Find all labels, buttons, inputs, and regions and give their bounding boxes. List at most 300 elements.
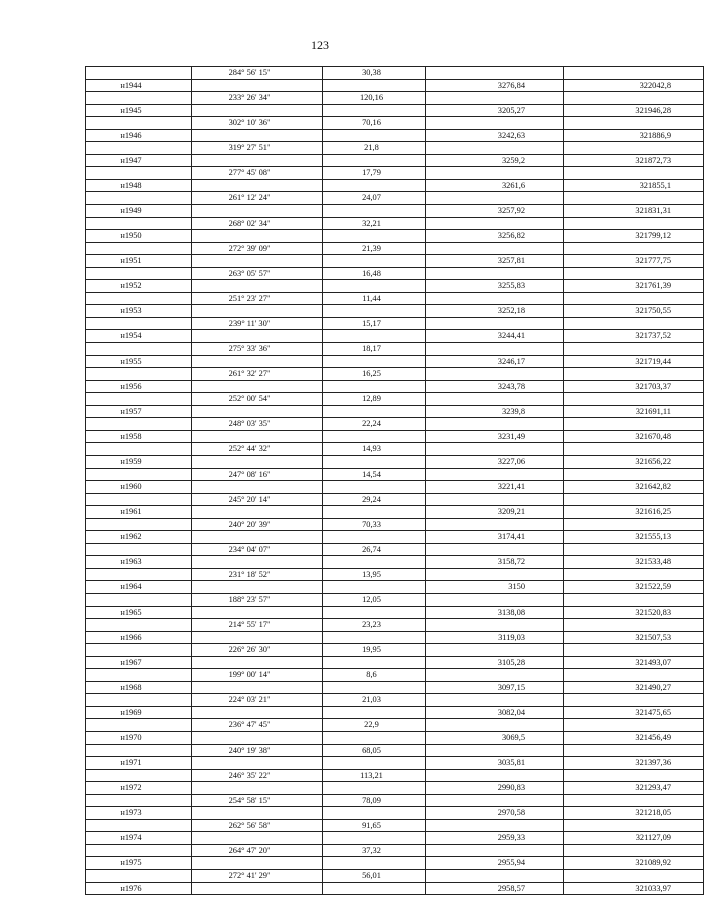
- coord-y-cell: [564, 142, 704, 155]
- segment-length-cell: [323, 832, 426, 845]
- segment-length-cell: 113,21: [323, 769, 426, 782]
- point-name-cell: [86, 443, 192, 456]
- coord-x-cell: [426, 870, 564, 883]
- coord-x-cell: 2958,57: [426, 882, 564, 895]
- segment-length-cell: [323, 205, 426, 218]
- coord-x-cell: [426, 292, 564, 305]
- segment-row: [86, 719, 704, 732]
- point-row: [86, 330, 704, 343]
- segment-row: [86, 267, 704, 280]
- point-name-cell: н1948: [86, 179, 192, 192]
- coord-x-cell: 3239,8: [426, 405, 564, 418]
- segment-length-cell: [323, 481, 426, 494]
- point-name-cell: [86, 870, 192, 883]
- point-name-cell: н1952: [86, 280, 192, 293]
- direction-angle-cell: [192, 129, 323, 142]
- point-name-cell: н1958: [86, 430, 192, 443]
- segment-row: [86, 619, 704, 632]
- point-row: [86, 205, 704, 218]
- segment-length-cell: [323, 631, 426, 644]
- coord-x-cell: [426, 568, 564, 581]
- point-row: [86, 230, 704, 243]
- point-name-cell: н1956: [86, 380, 192, 393]
- direction-angle-cell: [192, 305, 323, 318]
- direction-angle-cell: 234° 04' 07": [192, 543, 323, 556]
- coord-y-cell: [564, 418, 704, 431]
- coord-y-cell: [564, 192, 704, 205]
- segment-length-cell: [323, 581, 426, 594]
- point-name-cell: [86, 468, 192, 481]
- coord-x-cell: [426, 368, 564, 381]
- coord-y-cell: 321522,59: [564, 581, 704, 594]
- point-name-cell: [86, 669, 192, 682]
- segment-length-cell: 11,44: [323, 292, 426, 305]
- coord-x-cell: 2970,58: [426, 807, 564, 820]
- point-row: [86, 481, 704, 494]
- point-name-cell: [86, 819, 192, 832]
- direction-angle-cell: 254° 58' 15": [192, 794, 323, 807]
- coord-y-cell: [564, 368, 704, 381]
- point-row: [86, 631, 704, 644]
- point-row: [86, 882, 704, 895]
- direction-angle-cell: 252° 44' 32": [192, 443, 323, 456]
- coord-x-cell: 3259,2: [426, 154, 564, 167]
- point-name-cell: [86, 844, 192, 857]
- coord-y-cell: [564, 493, 704, 506]
- segment-length-cell: 14,54: [323, 468, 426, 481]
- segment-row: [86, 192, 704, 205]
- point-name-cell: н1959: [86, 455, 192, 468]
- point-name-cell: н1951: [86, 255, 192, 268]
- direction-angle-cell: 240° 19' 38": [192, 744, 323, 757]
- page-number: 123: [311, 38, 329, 52]
- direction-angle-cell: [192, 531, 323, 544]
- segment-row: [86, 819, 704, 832]
- point-name-cell: н1972: [86, 782, 192, 795]
- point-row: [86, 305, 704, 318]
- coord-y-cell: 321831,31: [564, 205, 704, 218]
- coord-y-cell: [564, 819, 704, 832]
- segment-row: [86, 167, 704, 180]
- direction-angle-cell: 252° 00' 54": [192, 393, 323, 406]
- coord-x-cell: 3227,06: [426, 455, 564, 468]
- segment-length-cell: [323, 129, 426, 142]
- direction-angle-cell: 272° 39' 09": [192, 242, 323, 255]
- point-name-cell: н1950: [86, 230, 192, 243]
- direction-angle-cell: [192, 179, 323, 192]
- coord-x-cell: [426, 543, 564, 556]
- point-name-cell: [86, 67, 192, 80]
- point-row: [86, 154, 704, 167]
- point-name-cell: [86, 493, 192, 506]
- coord-x-cell: [426, 167, 564, 180]
- coord-y-cell: [564, 292, 704, 305]
- segment-length-cell: 68,05: [323, 744, 426, 757]
- direction-angle-cell: 236° 47' 45": [192, 719, 323, 732]
- point-row: [86, 280, 704, 293]
- segment-length-cell: 30,38: [323, 67, 426, 80]
- point-row: [86, 656, 704, 669]
- direction-angle-cell: 261° 32' 27": [192, 368, 323, 381]
- segment-length-cell: 16,25: [323, 368, 426, 381]
- point-name-cell: н1955: [86, 355, 192, 368]
- coord-y-cell: 321872,73: [564, 154, 704, 167]
- point-name-cell: н1971: [86, 757, 192, 770]
- point-name-cell: [86, 418, 192, 431]
- point-name-cell: н1970: [86, 731, 192, 744]
- segment-row: [86, 292, 704, 305]
- coord-y-cell: 321490,27: [564, 681, 704, 694]
- coord-y-cell: 321855,1: [564, 179, 704, 192]
- direction-angle-cell: [192, 656, 323, 669]
- segment-length-cell: [323, 79, 426, 92]
- point-name-cell: н1962: [86, 531, 192, 544]
- direction-angle-cell: [192, 581, 323, 594]
- coord-y-cell: 321703,37: [564, 380, 704, 393]
- point-name-cell: н1974: [86, 832, 192, 845]
- point-row: [86, 782, 704, 795]
- segment-row: [86, 644, 704, 657]
- coord-y-cell: 321777,75: [564, 255, 704, 268]
- point-name-cell: н1953: [86, 305, 192, 318]
- segment-length-cell: 70,33: [323, 518, 426, 531]
- segment-length-cell: [323, 656, 426, 669]
- segment-length-cell: [323, 280, 426, 293]
- coord-y-cell: 322042,8: [564, 79, 704, 92]
- coord-y-cell: [564, 844, 704, 857]
- segment-length-cell: 29,24: [323, 493, 426, 506]
- point-name-cell: н1946: [86, 129, 192, 142]
- direction-angle-cell: 239° 11' 30": [192, 317, 323, 330]
- direction-angle-cell: [192, 104, 323, 117]
- point-name-cell: [86, 142, 192, 155]
- coord-x-cell: 3221,41: [426, 481, 564, 494]
- segment-length-cell: [323, 731, 426, 744]
- direction-angle-cell: 247° 08' 16": [192, 468, 323, 481]
- point-name-cell: [86, 644, 192, 657]
- coord-x-cell: 3205,27: [426, 104, 564, 117]
- coord-y-cell: [564, 217, 704, 230]
- coord-x-cell: 3244,41: [426, 330, 564, 343]
- direction-angle-cell: [192, 882, 323, 895]
- segment-length-cell: [323, 430, 426, 443]
- segment-length-cell: [323, 706, 426, 719]
- segment-length-cell: 12,89: [323, 393, 426, 406]
- segment-row: [86, 317, 704, 330]
- coord-x-cell: 3242,63: [426, 129, 564, 142]
- point-name-cell: [86, 694, 192, 707]
- coord-y-cell: 321799,12: [564, 230, 704, 243]
- segment-length-cell: [323, 531, 426, 544]
- point-name-cell: н1965: [86, 606, 192, 619]
- coord-y-cell: 321761,39: [564, 280, 704, 293]
- segment-length-cell: [323, 355, 426, 368]
- coord-x-cell: [426, 117, 564, 130]
- direction-angle-cell: [192, 230, 323, 243]
- coord-x-cell: [426, 744, 564, 757]
- point-row: [86, 405, 704, 418]
- direction-angle-cell: [192, 807, 323, 820]
- segment-row: [86, 568, 704, 581]
- coord-x-cell: 3243,78: [426, 380, 564, 393]
- segment-row: [86, 769, 704, 782]
- direction-angle-cell: 262° 56' 58": [192, 819, 323, 832]
- point-row: [86, 531, 704, 544]
- segment-length-cell: 21,8: [323, 142, 426, 155]
- coord-y-cell: 321520,83: [564, 606, 704, 619]
- coord-x-cell: [426, 418, 564, 431]
- point-name-cell: н1969: [86, 706, 192, 719]
- coord-y-cell: 321033,97: [564, 882, 704, 895]
- coord-x-cell: [426, 518, 564, 531]
- segment-length-cell: 24,07: [323, 192, 426, 205]
- direction-angle-cell: 214° 55' 17": [192, 619, 323, 632]
- segment-length-cell: 16,48: [323, 267, 426, 280]
- coord-x-cell: 3105,28: [426, 656, 564, 669]
- direction-angle-cell: 302° 10' 36": [192, 117, 323, 130]
- segment-length-cell: [323, 506, 426, 519]
- segment-length-cell: 22,9: [323, 719, 426, 732]
- direction-angle-cell: 263° 05' 57": [192, 267, 323, 280]
- direction-angle-cell: 224° 03' 21": [192, 694, 323, 707]
- point-row: [86, 430, 704, 443]
- point-name-cell: н1967: [86, 656, 192, 669]
- coord-y-cell: [564, 719, 704, 732]
- direction-angle-cell: 233° 26' 34": [192, 92, 323, 105]
- segment-row: [86, 794, 704, 807]
- coord-y-cell: [564, 593, 704, 606]
- coord-y-cell: [564, 794, 704, 807]
- segment-length-cell: [323, 154, 426, 167]
- direction-angle-cell: 272° 41' 29": [192, 870, 323, 883]
- direction-angle-cell: [192, 706, 323, 719]
- coord-x-cell: 3069,5: [426, 731, 564, 744]
- direction-angle-cell: [192, 280, 323, 293]
- segment-length-cell: 8,6: [323, 669, 426, 682]
- point-name-cell: н1949: [86, 205, 192, 218]
- coord-y-cell: 321616,25: [564, 506, 704, 519]
- coord-x-cell: 3255,83: [426, 280, 564, 293]
- coord-x-cell: [426, 769, 564, 782]
- segment-length-cell: [323, 255, 426, 268]
- point-row: [86, 179, 704, 192]
- direction-angle-cell: [192, 154, 323, 167]
- coord-y-cell: 321555,13: [564, 531, 704, 544]
- coord-x-cell: [426, 217, 564, 230]
- coord-y-cell: [564, 518, 704, 531]
- point-name-cell: [86, 343, 192, 356]
- direction-angle-cell: 231° 18' 52": [192, 568, 323, 581]
- point-row: [86, 455, 704, 468]
- direction-angle-cell: 199° 00' 14": [192, 669, 323, 682]
- segment-length-cell: [323, 782, 426, 795]
- segment-row: [86, 844, 704, 857]
- coord-x-cell: 2990,83: [426, 782, 564, 795]
- direction-angle-cell: [192, 255, 323, 268]
- segment-row: [86, 493, 704, 506]
- point-name-cell: [86, 543, 192, 556]
- point-row: [86, 129, 704, 142]
- point-row: [86, 731, 704, 744]
- point-row: [86, 857, 704, 870]
- segment-row: [86, 393, 704, 406]
- coord-y-cell: [564, 343, 704, 356]
- point-name-cell: [86, 593, 192, 606]
- point-name-cell: н1964: [86, 581, 192, 594]
- coord-x-cell: [426, 192, 564, 205]
- coord-y-cell: [564, 694, 704, 707]
- coord-y-cell: [564, 67, 704, 80]
- direction-angle-cell: 188° 23' 57": [192, 593, 323, 606]
- point-name-cell: н1947: [86, 154, 192, 167]
- segment-length-cell: [323, 681, 426, 694]
- segment-length-cell: 120,16: [323, 92, 426, 105]
- segment-row: [86, 694, 704, 707]
- coord-x-cell: 3257,92: [426, 205, 564, 218]
- point-name-cell: [86, 769, 192, 782]
- direction-angle-cell: 284° 56' 15": [192, 67, 323, 80]
- segment-row: [86, 92, 704, 105]
- direction-angle-cell: 240° 20' 39": [192, 518, 323, 531]
- segment-length-cell: [323, 380, 426, 393]
- coord-x-cell: 3246,17: [426, 355, 564, 368]
- direction-angle-cell: [192, 631, 323, 644]
- coord-y-cell: [564, 744, 704, 757]
- point-name-cell: [86, 292, 192, 305]
- point-row: [86, 255, 704, 268]
- coord-x-cell: 3261,6: [426, 179, 564, 192]
- segment-row: [86, 443, 704, 456]
- direction-angle-cell: [192, 782, 323, 795]
- coord-x-cell: [426, 443, 564, 456]
- coord-x-cell: [426, 794, 564, 807]
- segment-length-cell: 70,16: [323, 117, 426, 130]
- segment-length-cell: 91,65: [323, 819, 426, 832]
- segment-row: [86, 142, 704, 155]
- segment-length-cell: 17,79: [323, 167, 426, 180]
- point-name-cell: н1976: [86, 882, 192, 895]
- point-name-cell: н1954: [86, 330, 192, 343]
- segment-row: [86, 117, 704, 130]
- direction-angle-cell: 251° 23' 27": [192, 292, 323, 305]
- coord-x-cell: [426, 67, 564, 80]
- point-row: [86, 681, 704, 694]
- point-name-cell: [86, 167, 192, 180]
- segment-row: [86, 669, 704, 682]
- coord-x-cell: 3252,18: [426, 305, 564, 318]
- coord-y-cell: 321642,82: [564, 481, 704, 494]
- point-name-cell: [86, 192, 192, 205]
- coord-y-cell: 321886,9: [564, 129, 704, 142]
- direction-angle-cell: [192, 380, 323, 393]
- direction-angle-cell: [192, 430, 323, 443]
- coord-x-cell: [426, 468, 564, 481]
- coord-y-cell: 321719,44: [564, 355, 704, 368]
- direction-angle-cell: [192, 79, 323, 92]
- coord-x-cell: 3256,82: [426, 230, 564, 243]
- point-name-cell: н1973: [86, 807, 192, 820]
- coord-y-cell: [564, 167, 704, 180]
- coord-x-cell: 3035,81: [426, 757, 564, 770]
- direction-angle-cell: [192, 681, 323, 694]
- coord-y-cell: 321293,47: [564, 782, 704, 795]
- coord-x-cell: 3231,49: [426, 430, 564, 443]
- coord-y-cell: [564, 669, 704, 682]
- direction-angle-cell: 275° 33' 36": [192, 343, 323, 356]
- direction-angle-cell: [192, 606, 323, 619]
- coord-x-cell: 3174,41: [426, 531, 564, 544]
- coord-x-cell: [426, 694, 564, 707]
- segment-length-cell: [323, 405, 426, 418]
- point-row: [86, 706, 704, 719]
- segment-row: [86, 468, 704, 481]
- segment-length-cell: 26,74: [323, 543, 426, 556]
- coord-x-cell: [426, 819, 564, 832]
- segment-length-cell: 22,24: [323, 418, 426, 431]
- coord-y-cell: [564, 870, 704, 883]
- point-name-cell: н1966: [86, 631, 192, 644]
- segment-row: [86, 242, 704, 255]
- segment-row: [86, 418, 704, 431]
- direction-angle-cell: 245° 20' 14": [192, 493, 323, 506]
- direction-angle-cell: [192, 330, 323, 343]
- coord-x-cell: 3082,04: [426, 706, 564, 719]
- coord-y-cell: 321656,22: [564, 455, 704, 468]
- coord-x-cell: [426, 493, 564, 506]
- segment-length-cell: [323, 230, 426, 243]
- segment-length-cell: [323, 455, 426, 468]
- point-name-cell: [86, 217, 192, 230]
- point-name-cell: [86, 317, 192, 330]
- coord-y-cell: 321946,28: [564, 104, 704, 117]
- point-row: [86, 807, 704, 820]
- direction-angle-cell: 277° 45' 08": [192, 167, 323, 180]
- coord-x-cell: [426, 844, 564, 857]
- segment-row: [86, 67, 704, 80]
- direction-angle-cell: [192, 506, 323, 519]
- segment-row: [86, 368, 704, 381]
- segment-row: [86, 543, 704, 556]
- coord-x-cell: 2959,33: [426, 832, 564, 845]
- segment-length-cell: 37,32: [323, 844, 426, 857]
- coord-x-cell: [426, 267, 564, 280]
- direction-angle-cell: [192, 832, 323, 845]
- direction-angle-cell: [192, 355, 323, 368]
- segment-length-cell: [323, 757, 426, 770]
- segment-length-cell: 23,23: [323, 619, 426, 632]
- point-name-cell: [86, 794, 192, 807]
- segment-row: [86, 343, 704, 356]
- coord-y-cell: 321456,49: [564, 731, 704, 744]
- coord-x-cell: [426, 343, 564, 356]
- segment-row: [86, 870, 704, 883]
- point-name-cell: [86, 719, 192, 732]
- point-name-cell: н1963: [86, 556, 192, 569]
- coordinates-table-body: [86, 67, 704, 895]
- coord-y-cell: [564, 543, 704, 556]
- segment-row: [86, 518, 704, 531]
- direction-angle-cell: [192, 481, 323, 494]
- coord-y-cell: 321507,53: [564, 631, 704, 644]
- segment-length-cell: 21,39: [323, 242, 426, 255]
- coord-y-cell: [564, 242, 704, 255]
- point-name-cell: [86, 568, 192, 581]
- segment-length-cell: 18,17: [323, 343, 426, 356]
- coord-x-cell: [426, 242, 564, 255]
- coord-y-cell: [564, 317, 704, 330]
- direction-angle-cell: [192, 556, 323, 569]
- coord-y-cell: 321670,48: [564, 430, 704, 443]
